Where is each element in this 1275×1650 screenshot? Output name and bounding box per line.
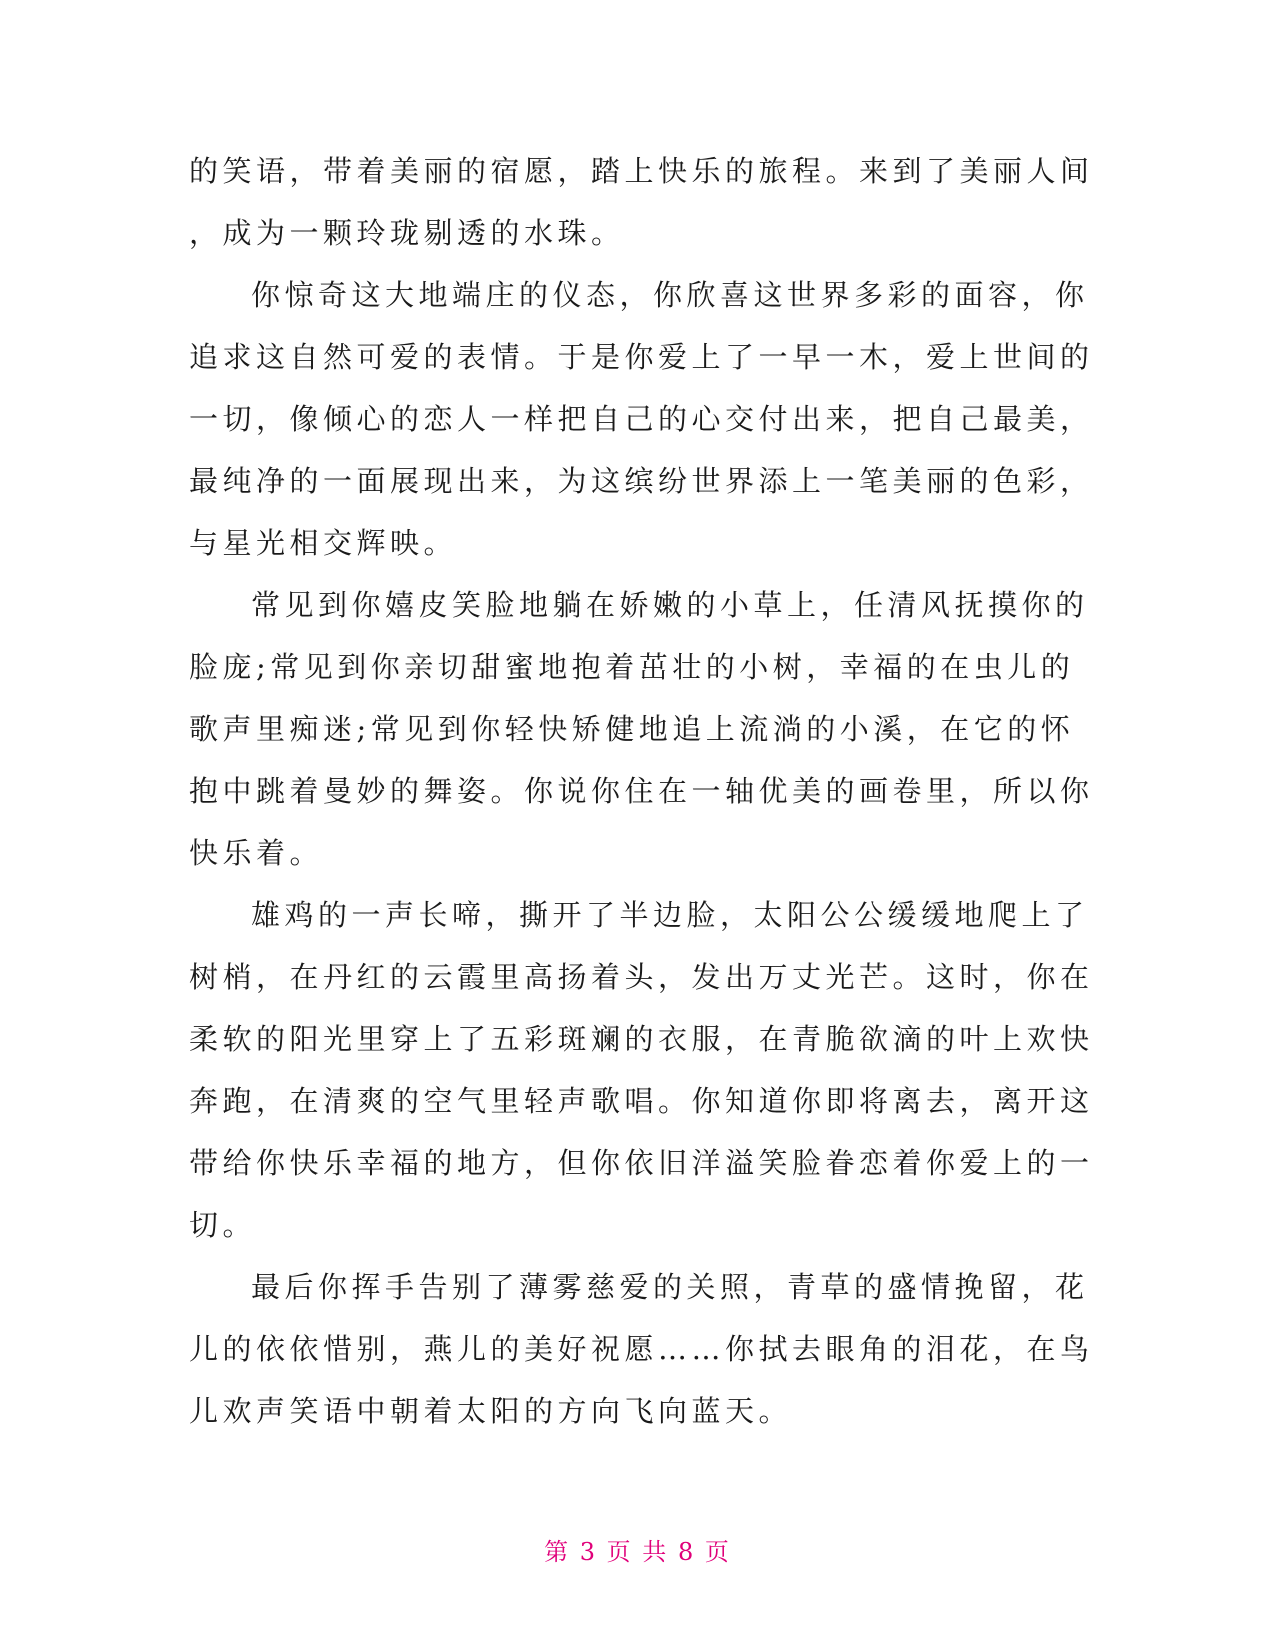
text-line: 切。 xyxy=(189,1208,257,1242)
text-line: 雄鸡的一声长啼，撕开了半边脸，太阳公公缓缓地爬上了 xyxy=(251,898,1089,932)
text-line: 奔跑，在清爽的空气里轻声歌唱。你知道你即将离去，离开这 xyxy=(189,1084,1094,1118)
text-line: 一切，像倾心的恋人一样把自己的心交付出来，把自己最美， xyxy=(189,402,1094,436)
footer-page-number: 3 xyxy=(579,1538,598,1566)
text-line: 与星光相交辉映。 xyxy=(189,526,458,560)
text-line: 最后你挥手告别了薄雾慈爱的关照，青草的盛情挽留，花 xyxy=(251,1270,1089,1304)
text-line: 抱中跳着曼妙的舞姿。你说你住在一轴优美的画卷里，所以你 xyxy=(189,774,1094,808)
text-line: 儿的依依惜别，燕儿的美好祝愿……你拭去眼角的泪花，在鸟 xyxy=(189,1332,1094,1366)
footer-middle: 页 共 xyxy=(606,1538,669,1566)
body-text xyxy=(189,140,1094,1442)
page-footer xyxy=(0,1532,1275,1567)
text-line: 儿欢声笑语中朝着太阳的方向飞向蓝天。 xyxy=(189,1394,793,1428)
text-line: 歌声里痴迷;常见到你轻快矫健地追上流淌的小溪，在它的怀 xyxy=(189,712,1075,746)
footer-total-pages: 8 xyxy=(677,1538,696,1566)
text-line: 的笑语，带着美丽的宿愿，踏上快乐的旅程。来到了美丽人间 xyxy=(189,154,1094,188)
footer-suffix: 页 xyxy=(704,1538,731,1566)
text-line: 常见到你嬉皮笑脸地躺在娇嫩的小草上，任清风抚摸你的 xyxy=(251,588,1089,622)
text-line: 柔软的阳光里穿上了五彩斑斓的衣服，在青脆欲滴的叶上欢快 xyxy=(189,1022,1094,1056)
text-line: 追求这自然可爱的表情。于是你爱上了一早一木，爱上世间的 xyxy=(189,340,1094,374)
text-line: 脸庞;常见到你亲切甜蜜地抱着茁壮的小树，幸福的在虫儿的 xyxy=(189,650,1075,684)
text-line: 最纯净的一面展现出来，为这缤纷世界添上一笔美丽的色彩， xyxy=(189,464,1094,498)
text-line: 带给你快乐幸福的地方，但你依旧洋溢笑脸眷恋着你爱上的一 xyxy=(189,1146,1094,1180)
text-line: ，成为一颗玲珑剔透的水珠。 xyxy=(189,216,625,250)
text-line: 快乐着。 xyxy=(189,836,324,870)
footer-prefix: 第 xyxy=(544,1538,571,1566)
text-line: 你惊奇这大地端庄的仪态，你欣喜这世界多彩的面容，你 xyxy=(251,278,1089,312)
text-line: 树梢，在丹红的云霞里高扬着头，发出万丈光芒。这时，你在 xyxy=(189,960,1094,994)
